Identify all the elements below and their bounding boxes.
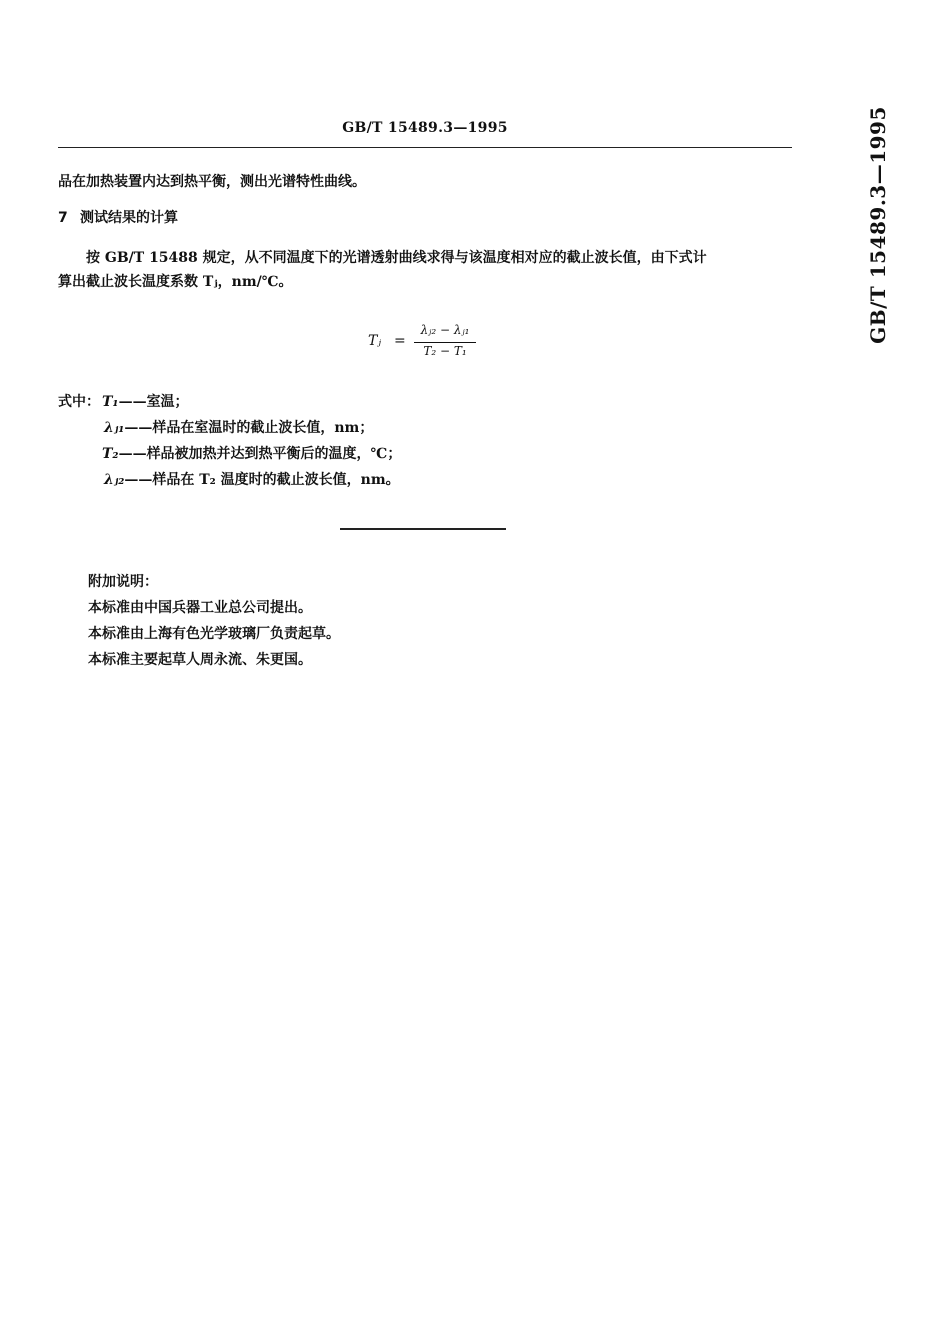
- definition-text: ——室温；: [118, 394, 189, 410]
- definition-symbol: T₂: [102, 446, 119, 462]
- definition-item: [104, 470, 400, 490]
- formula-denominator: T₂ − T₁: [423, 344, 467, 358]
- fraction-bar: [414, 342, 476, 343]
- paragraph-continuation: 品在加热装置内达到热平衡，测出光谱特性曲线。: [58, 174, 366, 190]
- side-code-text: GB/T 15489.3—1995: [866, 106, 890, 344]
- additional-note-line: 本标准由中国兵器工业总公司提出。: [88, 600, 312, 616]
- end-of-standard-rule: [340, 528, 506, 530]
- definition-text: ——样品在室温时的截止波长值，nm；: [124, 420, 374, 436]
- formula-numerator: λⱼ₂ − λⱼ₁: [420, 323, 470, 337]
- section-heading: [58, 208, 178, 228]
- definitions-lead: 式中：: [58, 394, 100, 410]
- additional-notes-title: 附加说明：: [88, 574, 158, 590]
- side-standard-code: [848, 106, 908, 344]
- additional-note-line: 本标准由上海有色光学玻璃厂负责起草。: [88, 626, 340, 642]
- definition-item: [102, 444, 401, 464]
- paragraph-calculation-line2: 算出截止波长温度系数 Tⱼ，nm/℃。: [58, 274, 293, 290]
- definition-text: ——样品被加热并达到热平衡后的温度，℃；: [118, 446, 402, 462]
- definition-symbol: T₁: [102, 394, 119, 410]
- paragraph-calculation-line1: 按 GB/T 15488 规定，从不同温度下的光谱透射曲线求得与该温度相对应的截止波长值，由下式计: [86, 250, 707, 266]
- definition-symbol: λⱼ₁: [104, 420, 125, 436]
- formula-lhs: Tⱼ: [368, 333, 382, 349]
- section-number: 7: [58, 210, 68, 226]
- definition-text: ——样品在 T₂ 温度时的截止波长值，nm。: [124, 472, 400, 488]
- additional-note-line: 本标准主要起草人周永流、朱更国。: [88, 652, 312, 668]
- page-header-code: GB/T 15489.3—1995: [342, 120, 508, 136]
- header-rule: [58, 147, 792, 148]
- definition-symbol: λⱼ₂: [104, 472, 125, 488]
- section-title: 测试结果的计算: [80, 210, 178, 226]
- definition-item: [104, 418, 373, 438]
- definition-item: [102, 392, 189, 412]
- formula-equals: =: [394, 333, 406, 349]
